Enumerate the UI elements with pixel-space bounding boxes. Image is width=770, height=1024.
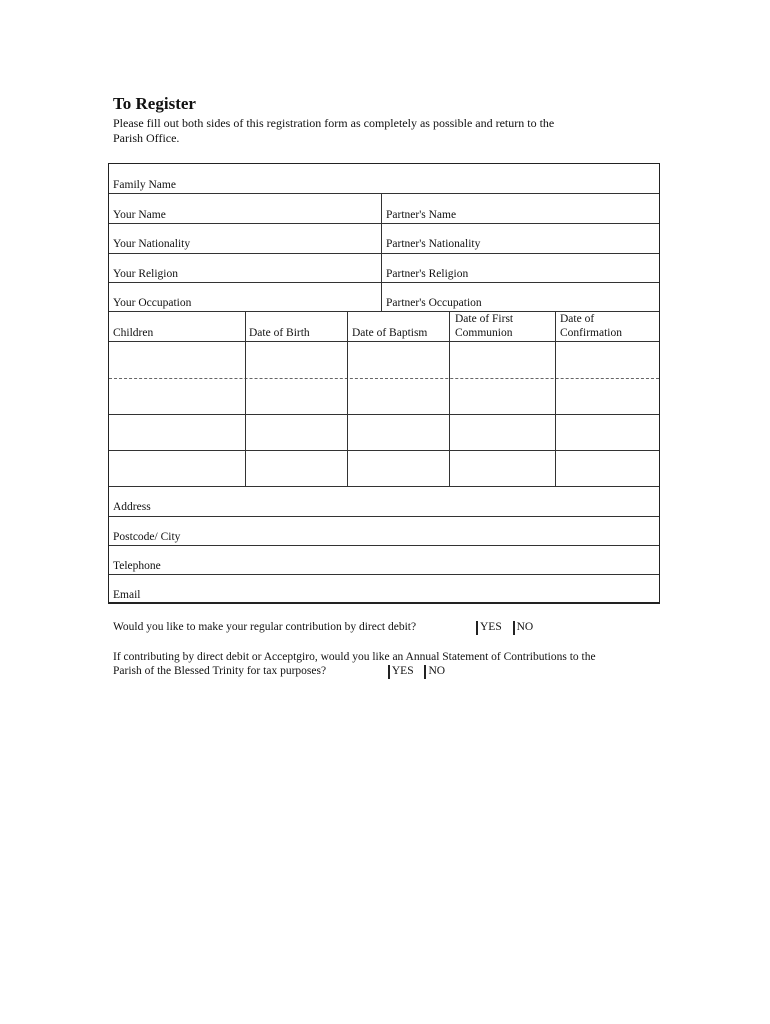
row-divider (109, 311, 659, 312)
telephone-field[interactable] (109, 546, 659, 574)
child-name-cell[interactable] (109, 379, 245, 414)
child-confirmation-cell[interactable] (556, 451, 659, 486)
direct-debit-question (113, 620, 673, 634)
intro-line-2: Parish Office. (113, 131, 180, 145)
first-communion-header-line2: Communion (455, 327, 513, 339)
family-name-field[interactable] (109, 164, 659, 193)
child-communion-cell[interactable] (450, 415, 555, 450)
your-religion-label: Your Religion (113, 268, 178, 280)
your-nationality-label: Your Nationality (113, 238, 191, 250)
confirmation-header-line1: Date of (560, 313, 595, 325)
child-confirmation-cell[interactable] (556, 379, 659, 414)
direct-debit-yes-checkbox[interactable] (476, 621, 478, 635)
confirmation-header-line2: Confirmation (560, 327, 622, 339)
child-baptism-cell[interactable] (348, 342, 449, 378)
your-occupation-label: Your Occupation (113, 297, 192, 309)
child-communion-cell[interactable] (450, 379, 555, 414)
statement-yes-label: YES (391, 665, 414, 677)
your-occupation-field[interactable] (109, 283, 381, 311)
child-communion-cell[interactable] (450, 451, 555, 486)
child-birth-cell[interactable] (246, 415, 347, 450)
partner-name-field[interactable] (382, 194, 659, 223)
child-baptism-cell[interactable] (348, 379, 449, 414)
child-birth-cell[interactable] (246, 379, 347, 414)
email-label: Email (113, 589, 141, 601)
child-confirmation-cell[interactable] (556, 415, 659, 450)
your-name-label: Your Name (113, 209, 166, 221)
your-nationality-field[interactable] (109, 224, 381, 253)
partner-occupation-label: Partner's Occupation (386, 297, 482, 309)
child-birth-cell[interactable] (246, 451, 347, 486)
registration-form (108, 163, 660, 604)
statement-no-label: NO (428, 665, 446, 677)
child-baptism-cell[interactable] (348, 415, 449, 450)
direct-debit-no-checkbox[interactable] (513, 621, 515, 635)
intro-text (113, 116, 653, 146)
partner-occupation-field[interactable] (382, 283, 659, 311)
children-header: Children (113, 327, 154, 339)
child-communion-cell[interactable] (450, 342, 555, 378)
intro-line-1: Please fill out both sides of this registration form as completely as possible and return to the (113, 116, 555, 130)
first-communion-header-line1: Date of First (455, 313, 514, 325)
partner-nationality-label: Partner's Nationality (386, 238, 481, 250)
date-of-baptism-header: Date of Baptism (352, 327, 428, 339)
page-title: To Register (113, 94, 196, 113)
direct-debit-text: Would you like to make your regular contribution by direct debit? (113, 621, 417, 633)
direct-debit-yes-label: YES (480, 621, 502, 633)
partner-religion-field[interactable] (382, 254, 659, 282)
postcode-city-label: Postcode/ City (113, 531, 181, 543)
statement-question (113, 650, 673, 679)
telephone-label: Telephone (113, 560, 161, 572)
address-field[interactable] (109, 487, 659, 516)
postcode-city-field[interactable] (109, 517, 659, 545)
statement-text-line1: If contributing by direct debit or Acceptgiro, would you like an Annual Statement of Contributions to the (113, 651, 596, 663)
statement-yes-checkbox[interactable] (388, 665, 390, 679)
address-label: Address (113, 501, 151, 513)
partner-nationality-field[interactable] (382, 224, 659, 253)
your-religion-field[interactable] (109, 254, 381, 282)
direct-debit-no-label: NO (516, 621, 534, 633)
statement-no-checkbox[interactable] (424, 665, 426, 679)
child-name-cell[interactable] (109, 342, 245, 378)
partner-name-label: Partner's Name (386, 209, 457, 221)
partner-religion-label: Partner's Religion (386, 268, 469, 280)
your-name-field[interactable] (109, 194, 381, 223)
child-birth-cell[interactable] (246, 342, 347, 378)
family-name-label: Family Name (113, 179, 176, 191)
child-baptism-cell[interactable] (348, 451, 449, 486)
child-confirmation-cell[interactable] (556, 342, 659, 378)
date-of-birth-header: Date of Birth (249, 327, 310, 339)
child-name-cell[interactable] (109, 451, 245, 486)
child-name-cell[interactable] (109, 415, 245, 450)
email-field[interactable] (109, 575, 659, 603)
statement-text-line2: Parish of the Blessed Trinity for tax purposes? (113, 665, 327, 677)
